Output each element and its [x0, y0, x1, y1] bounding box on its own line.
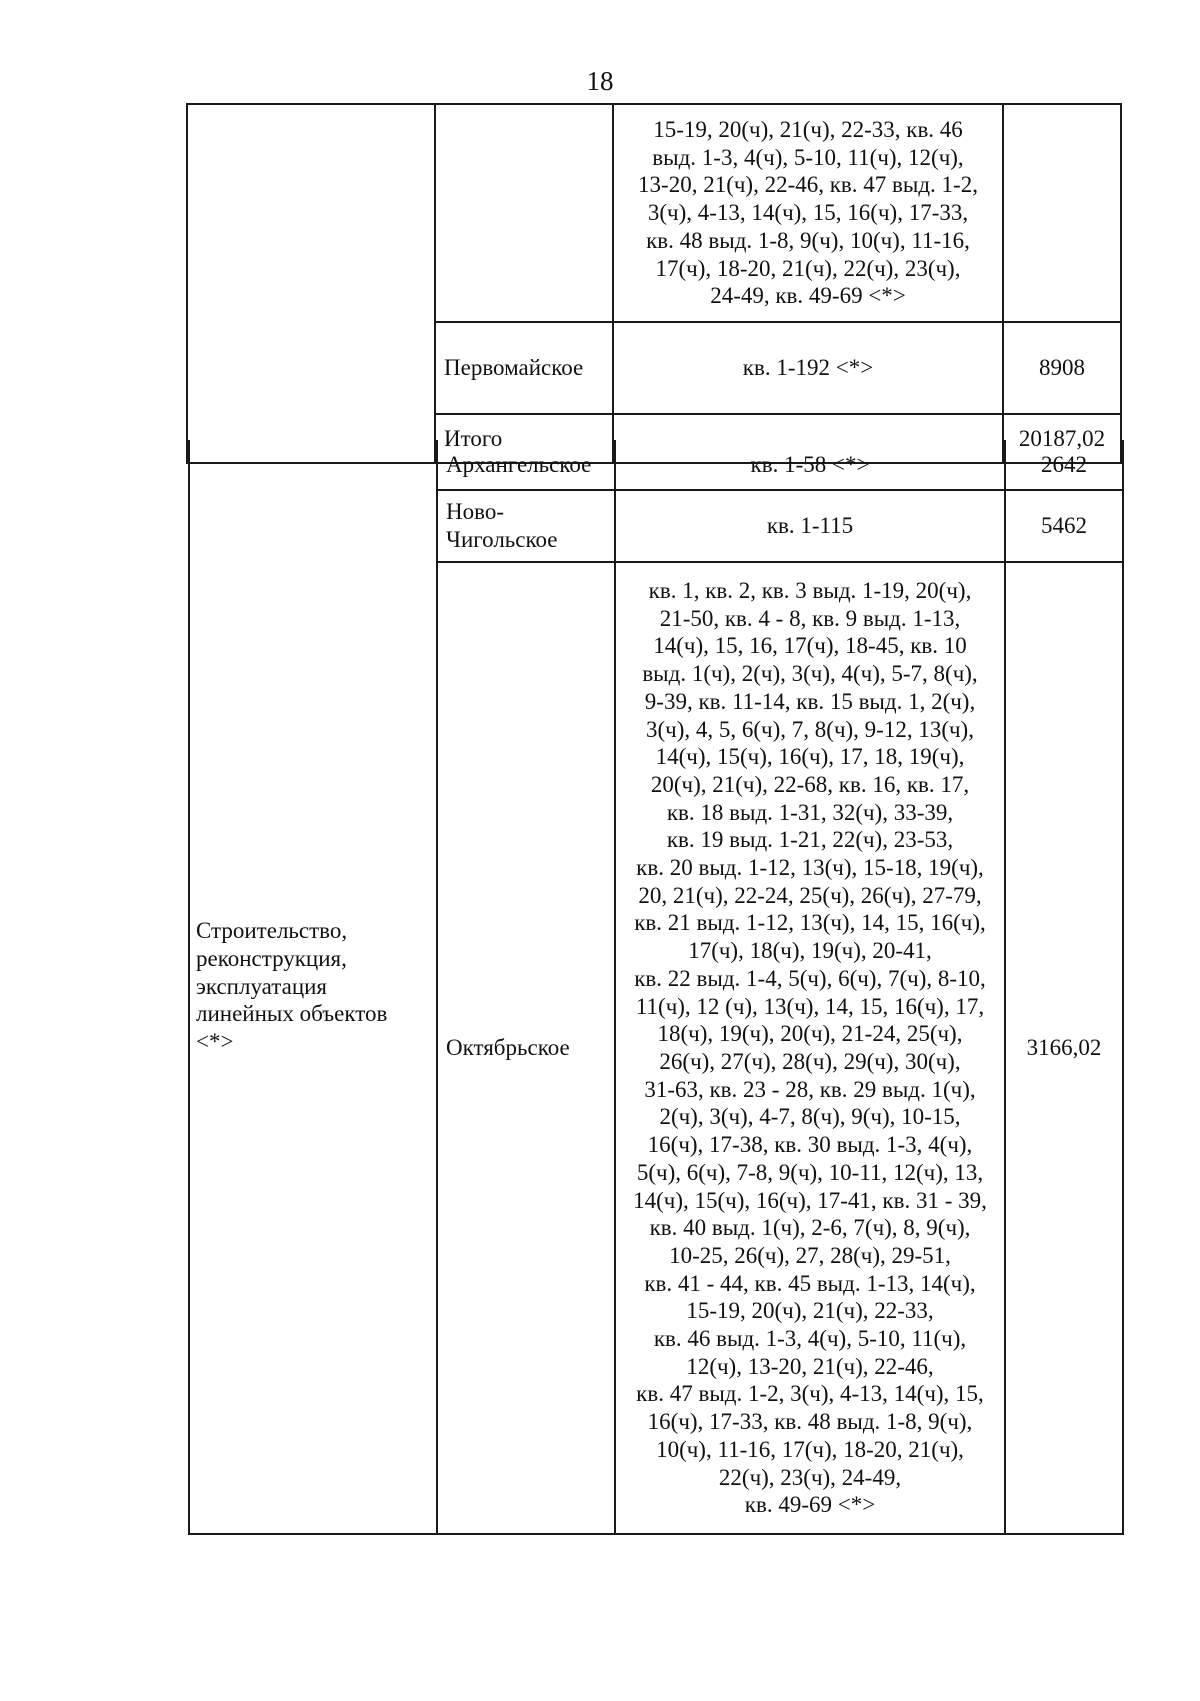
quarters-line: кв. 1-115: [766, 513, 854, 539]
forestry-cell: [435, 104, 613, 322]
forestry-cell: Первомайское: [435, 322, 613, 414]
area-cell: 2642: [1005, 440, 1123, 490]
purpose-line: <*>: [196, 1029, 234, 1055]
quarters-cell: [615, 562, 1005, 1534]
quarters-line: кв. 48 выд. 1-8, 9(ч), 10(ч), 11-16,: [646, 227, 970, 253]
quarters-cell: [615, 490, 1005, 562]
quarters-line: 15-19, 20(ч), 21(ч), 22-33, кв. 46: [653, 117, 963, 143]
quarters-line: кв. 41 - 44, кв. 45 выд. 1-13, 14(ч),: [644, 1270, 976, 1296]
quarters-line: 14(ч), 15(ч), 16(ч), 17, 18, 19(ч),: [655, 744, 965, 770]
forestry-cell: [437, 490, 615, 562]
area-cell: 8908: [1003, 322, 1121, 414]
total-area: 20187,02: [1003, 414, 1121, 463]
quarters-line: 21-50, кв. 4 - 8, кв. 9 выд. 1-13,: [659, 605, 961, 631]
forestry-line: Чигольское: [446, 527, 558, 552]
forestry-line: Ново-: [446, 499, 504, 525]
quarters-line: 10(ч), 11-16, 17(ч), 18-20, 21(ч),: [656, 1436, 964, 1462]
quarters-line: 16(ч), 17-33, кв. 48 выд. 1-8, 9(ч),: [647, 1409, 973, 1435]
quarters-line: 15-19, 20(ч), 21(ч), 22-33,: [686, 1298, 934, 1324]
quarters-line: выд. 1(ч), 2(ч), 3(ч), 4(ч), 5-7, 8(ч),: [642, 661, 978, 687]
area-cell: 5462: [1005, 490, 1123, 562]
quarters-line: 3(ч), 4-13, 14(ч), 15, 16(ч), 17-33,: [647, 200, 969, 226]
quarters-line: 14(ч), 15(ч), 16(ч), 17-41, кв. 31 - 39,: [633, 1187, 987, 1213]
quarters-line: кв. 1, кв. 2, кв. 3 выд. 1-19, 20(ч),: [648, 578, 972, 604]
area-cell: 3166,02: [1005, 562, 1123, 1534]
quarters-line: 11(ч), 12 (ч), 13(ч), 14, 15, 16(ч), 17,: [635, 993, 985, 1019]
quarters-line: 12(ч), 13-20, 21(ч), 22-46,: [686, 1353, 934, 1379]
quarters-line: 26(ч), 27(ч), 28(ч), 29(ч), 30(ч),: [659, 1049, 961, 1074]
quarters-line: 24-49, кв. 49-69 <*>: [710, 283, 906, 309]
purpose-cell: [187, 104, 435, 463]
table-row: [187, 104, 1121, 322]
page-number: 18: [586, 66, 614, 96]
quarters-line: кв. 47 выд. 1-2, 3(ч), 4-13, 14(ч), 15,: [636, 1381, 984, 1407]
quarters-line: кв. 49-69 <*>: [744, 1492, 876, 1518]
quarters-line: кв. 40 выд. 1(ч), 2-6, 7(ч), 8, 9(ч),: [649, 1215, 971, 1241]
table-row: [189, 440, 1123, 490]
quarters-line: 17(ч), 18-20, 21(ч), 22(ч), 23(ч),: [655, 255, 961, 281]
quarters-line: 22(ч), 23(ч), 24-49,: [718, 1464, 902, 1490]
quarters-line: 17(ч), 18(ч), 19(ч), 20-41,: [688, 938, 932, 964]
purpose-line: реконструкция,: [196, 945, 347, 971]
linear-objects-table: [188, 440, 1124, 1535]
quarters-line: 31-63, кв. 23 - 28, кв. 29 выд. 1(ч),: [644, 1076, 976, 1102]
quarters-line: 16(ч), 17-38, кв. 30 выд. 1-3, 4(ч),: [647, 1132, 973, 1158]
quarters-line: 20, 21(ч), 22-24, 25(ч), 26(ч), 27-79,: [638, 882, 982, 908]
quarters-line: 5(ч), 6(ч), 7-8, 9(ч), 10-11, 12(ч), 13,: [636, 1159, 984, 1185]
quarters-line: кв. 20 выд. 1-12, 13(ч), 15-18, 19(ч),: [636, 855, 984, 881]
quarters-line: 20(ч), 21(ч), 22-68, кв. 16, кв. 17,: [650, 771, 970, 797]
quarters-line: выд. 1-3, 4(ч), 5-10, 11(ч), 12(ч),: [652, 144, 964, 170]
quarters-line: 14(ч), 15, 16, 17(ч), 18-45, кв. 10: [653, 633, 967, 659]
quarters-line: 9-39, кв. 11-14, кв. 15 выд. 1, 2(ч),: [644, 688, 976, 714]
quarters-line: кв. 18 выд. 1-31, 32(ч), 33-39,: [666, 799, 954, 825]
quarters-line: 13-20, 21(ч), 22-46, кв. 47 выд. 1-2,: [638, 172, 978, 198]
purpose-line: линейных объектов: [196, 1001, 388, 1027]
purpose-line: Строительство,: [196, 918, 348, 944]
area-cell: [1003, 104, 1121, 322]
quarters-cell: кв. 1-192 <*>: [613, 322, 1003, 414]
quarters-line: кв. 19 выд. 1-21, 22(ч), 23-53,: [666, 827, 954, 853]
forestry-cell: [437, 562, 615, 1534]
forestry-line: Октябрьское: [446, 1035, 570, 1061]
quarters-line: кв. 22 выд. 1-4, 5(ч), 6(ч), 7(ч), 8-10,: [634, 965, 986, 991]
purpose-cell: [189, 440, 437, 1534]
quarters-line: кв. 46 выд. 1-3, 4(ч), 5-10, 11(ч),: [653, 1326, 967, 1352]
quarters-line: 10-25, 26(ч), 27, 28(ч), 29-51,: [669, 1242, 951, 1268]
forestry-line: Архангельское: [446, 451, 592, 477]
quarters-line: 18(ч), 19(ч), 20(ч), 21-24, 25(ч),: [657, 1021, 963, 1047]
lease-table-continuation: [186, 103, 1122, 464]
quarters-line: 2(ч), 3(ч), 4-7, 8(ч), 9(ч), 10-15,: [659, 1104, 961, 1130]
forestry-cell: [437, 440, 615, 490]
quarters-line: 3(ч), 4, 5, 6(ч), 7, 8(ч), 9-12, 13(ч),: [646, 716, 974, 742]
quarters-line: кв. 21 выд. 1-12, 13(ч), 14, 15, 16(ч),: [634, 910, 986, 936]
purpose-line: эксплуатация: [196, 973, 328, 999]
total-label: Итого: [435, 414, 613, 463]
quarters-line: кв. 1-58 <*>: [750, 451, 870, 477]
quarters-cell: [613, 104, 1003, 322]
quarters-cell: [615, 440, 1005, 490]
